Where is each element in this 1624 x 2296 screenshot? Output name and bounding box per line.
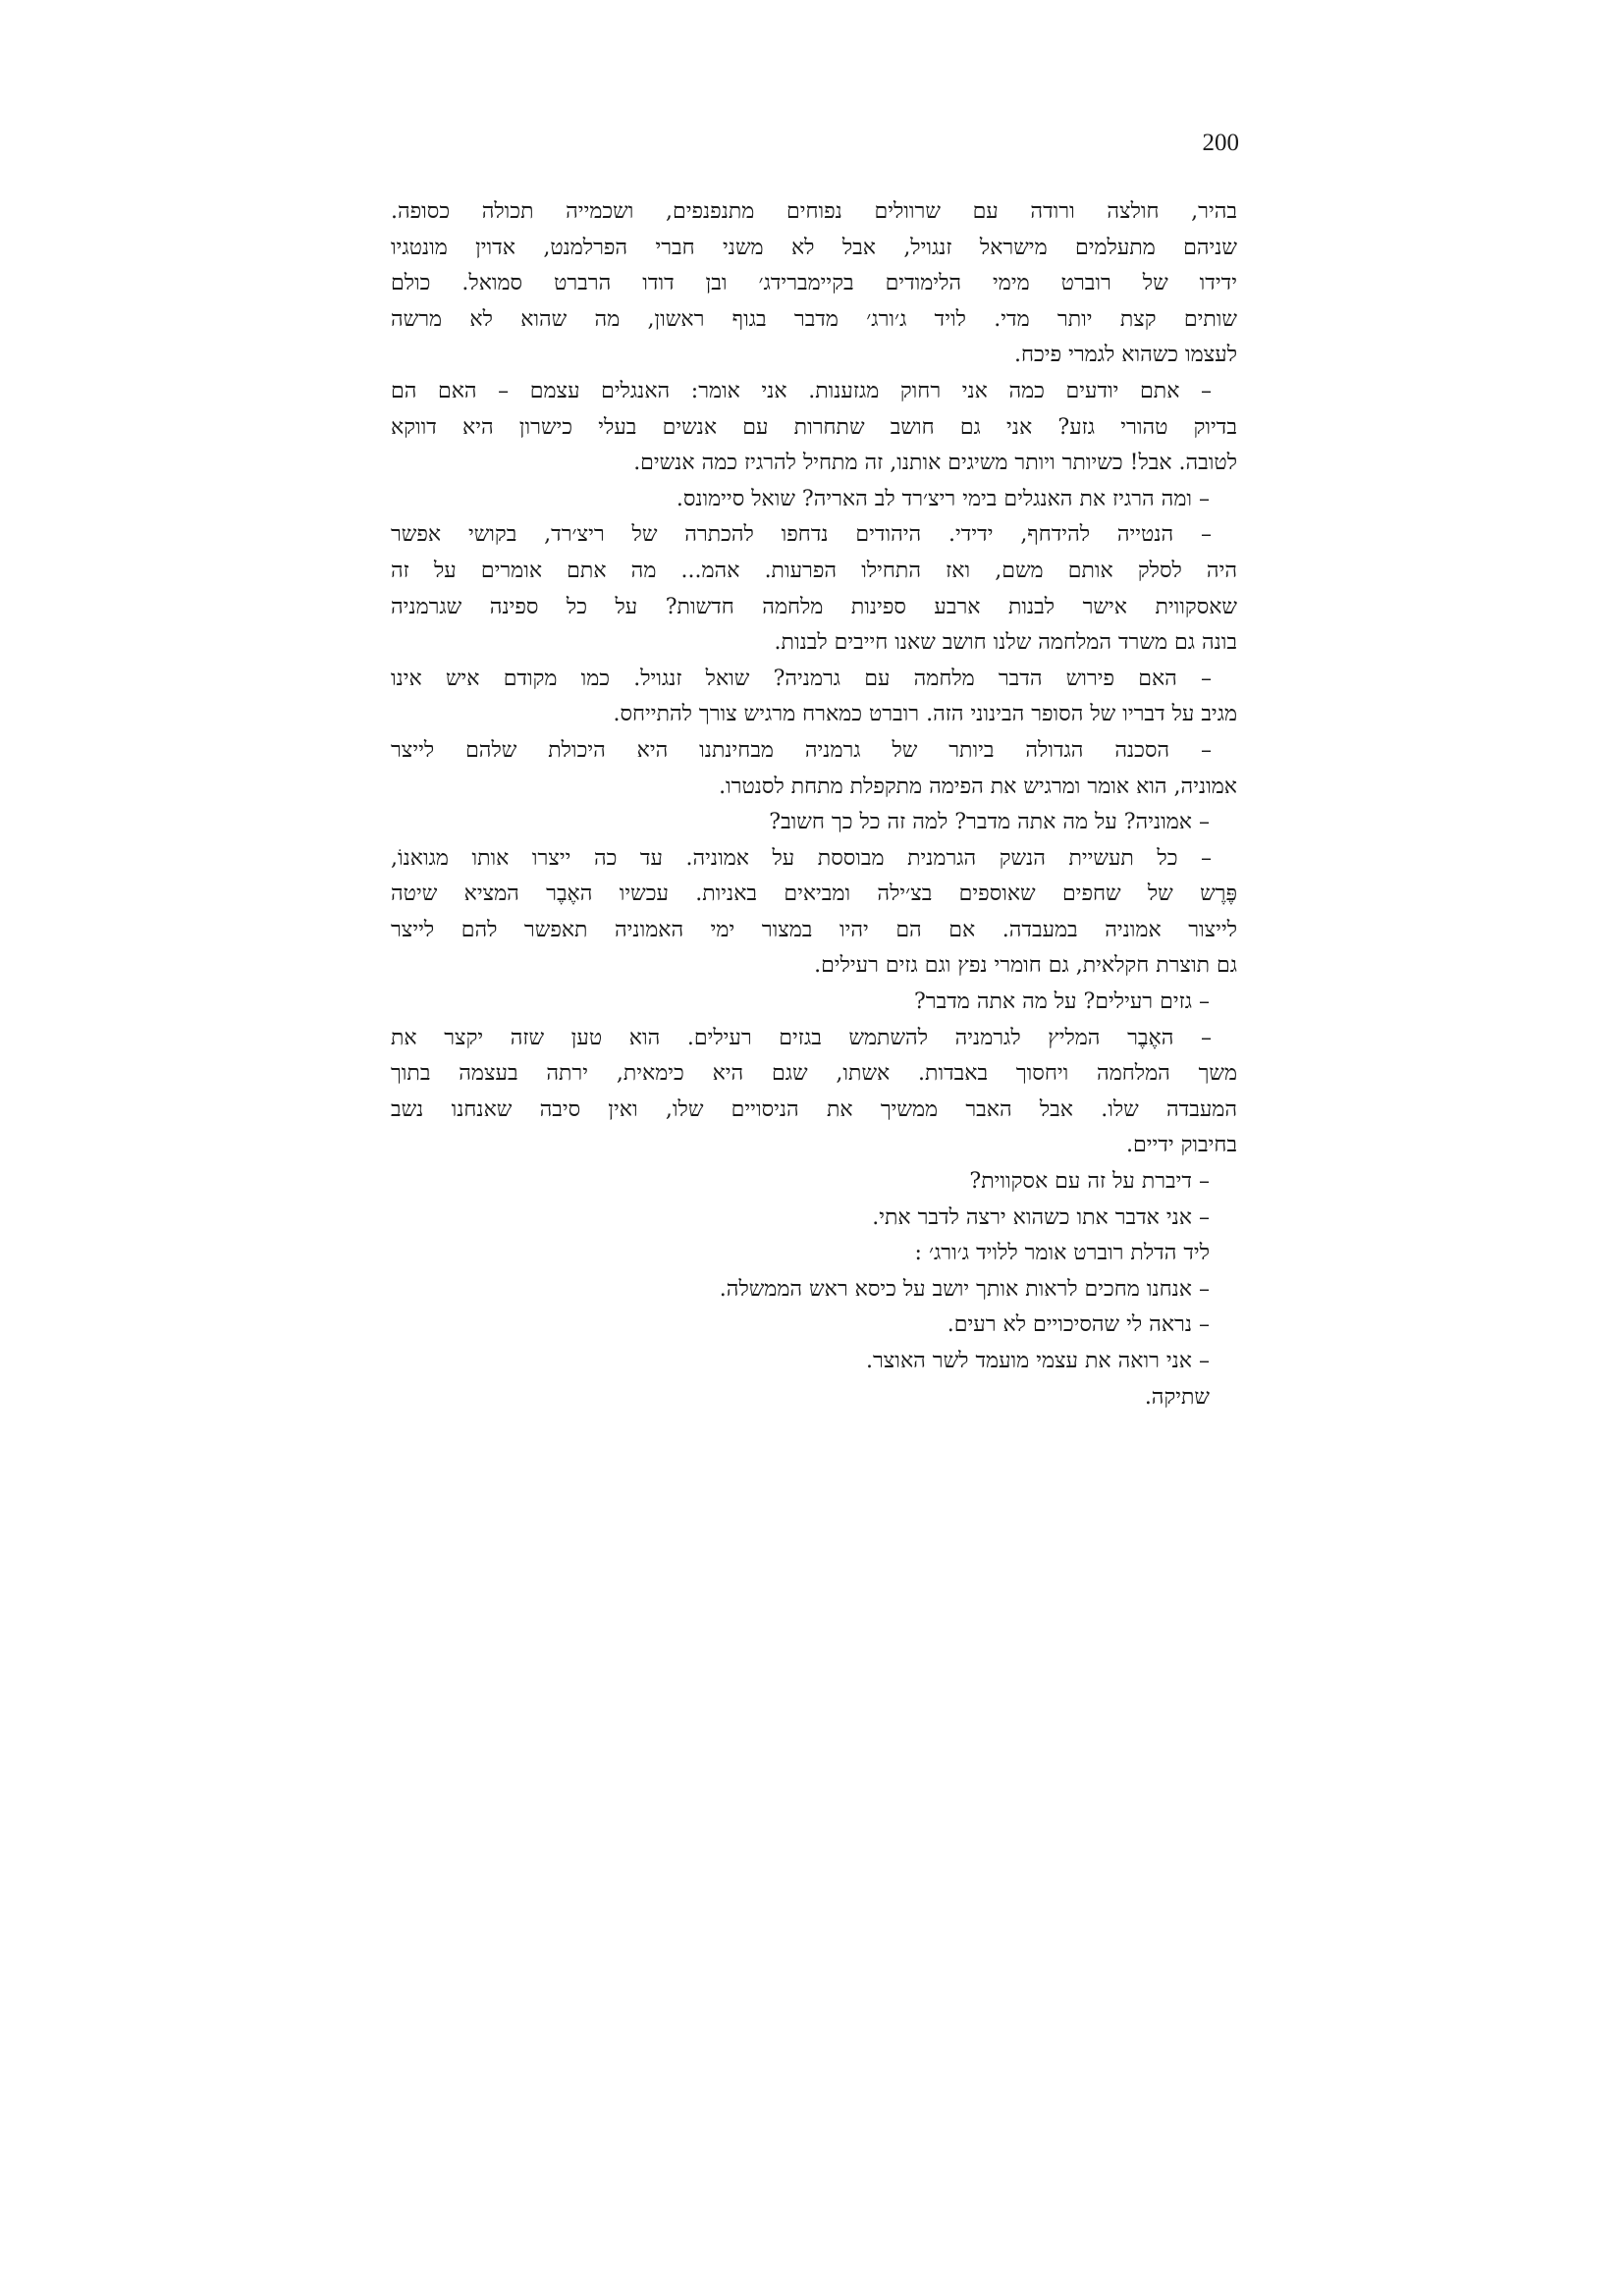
text-line: בדיוק טהורי גזע? אני גם חושב שתחרות עם אנשים בעלי כישרון היא דווקא <box>391 414 1237 440</box>
text-line: – דיברת על זה עם אסקווית? <box>969 1169 1210 1195</box>
text-line: שניהם מתעלמים מישראל זנגויל, אבל לא משני חברי הפרלמנט, אדוין מונטגיו <box>391 235 1237 260</box>
text-line: – נראה לי שהסיכויים לא רעים. <box>947 1312 1210 1338</box>
text-line: – כל תעשיית הנשק הגרמנית מבוססת על אמוניה. עד כה ייצרו אותו מגואנוֹ, <box>391 845 1212 871</box>
text-line: – הנטייה להידחף, ידידי. היהודים נדחפו להכתרה של ריצ׳רד, בקושי אפשר <box>391 522 1212 548</box>
text-line: שתיקה. <box>1144 1384 1210 1410</box>
text-line: משך המלחמה ויחסוך באבדות. אשתו, שגם היא כימאית, ירתה בעצמה בתוך <box>391 1061 1237 1087</box>
text-line: היה לסלק אותם משם, ואז התחילו הפרעות. אהמ... מה אתם אומרים על זה <box>391 558 1237 583</box>
text-line: ליד הדלת רוברט אומר ללויד ג׳ורג׳ : <box>914 1241 1210 1266</box>
text-line: לייצור אמוניה במעבדה. אם הם יהיו במצור ימי האמוניה תאפשר להם לייצר <box>391 917 1237 942</box>
text-line: בחיבוק ידיים. <box>1126 1133 1237 1158</box>
text-line: אמוניה, הוא אומר ומרגיש את הפימה מתקפלת מתחת לסנטרו. <box>719 774 1237 799</box>
text-line: – אני אדבר אתו כשהוא ירצה לדבר אתי. <box>872 1204 1210 1230</box>
text-line: פֶּרֶש של שחפים שאוספים בצ׳ילה ומביאים באניות. עכשיו האֶבֶר המציא שיטה <box>391 881 1237 907</box>
text-line: – אתם יודעים כמה אני רחוק מגזענות. אני אומר: האנגלים עצמם – האם הם <box>391 378 1212 403</box>
text-line: שותים קצת יותר מדי. לויד ג׳ורג׳ מדבר בגוף ראשון, מה שהוא לא מרשה <box>391 306 1237 332</box>
text-line: – הסכנה הגדולה ביותר של גרמניה מבחינתנו היא היכולת שלהם לייצר <box>391 737 1212 763</box>
text-line: – אמוניה? על מה אתה מדבר? למה זה כל כך חשוב? <box>769 810 1210 835</box>
text-line: שאסקווית אישר לבנות ארבע ספינות מלחמה חדשות? על כל ספינה שגרמניה <box>391 594 1237 619</box>
text-line: לעצמו כשהוא לגמרי פיכח. <box>1014 343 1237 368</box>
text-line: – אני רואה את עצמי מועמד לשר האוצר. <box>865 1349 1210 1373</box>
text-line: גם תוצרת חקלאית, גם חומרי נפץ וגם גזים רעילים. <box>814 953 1237 979</box>
body-text <box>391 194 1237 1415</box>
text-line: ידידו של רוברט מימי הלימודים בקיימברידג׳ ובן דודו הרברט סמואל. כולם <box>391 271 1237 296</box>
text-line: בהיר, חולצה ורודה עם שרוולים נפוחים מתנפנפים, ושכמייה תכולה כסופה. <box>391 199 1237 224</box>
text-line: בונה גם משרד המלחמה שלנו חושב שאנו חייבים לבנות. <box>774 630 1237 656</box>
text-line: – האם פירוש הדבר מלחמה עם גרמניה? שואל זנגויל. כמו מקודם איש אינו <box>391 666 1212 691</box>
text-line: – גזים רעילים? על מה אתה מדבר? <box>914 989 1210 1015</box>
text-line: – האֶבֶר המליץ לגרמניה להשתמש בגזים רעילים. הוא טען שזה יקצר את <box>391 1025 1212 1050</box>
text-line: לטובה. אבל! כשיותר ויותר משיגים אותנו, זה מתחיל להרגיז כמה אנשים. <box>633 451 1237 476</box>
text-line: המעבדה שלו. אבל האבר ממשיך את הניסויים שלו, ואין סיבה שאנחנו נשב <box>391 1096 1237 1122</box>
text-line: – ומה הרגיז את האנגלים בימי ריצ׳רד לב האריה? שואל סיימונס. <box>676 486 1210 511</box>
page-number: 200 <box>1202 130 1239 156</box>
text-line: – אנחנו מחכים לראות אותך יושב על כיסא ראש הממשלה. <box>719 1276 1210 1302</box>
text-line: מגיב על דבריו של הסופר הבינוני הזה. רוברט כמארח מרגיש צורך להתייחס. <box>613 702 1237 727</box>
